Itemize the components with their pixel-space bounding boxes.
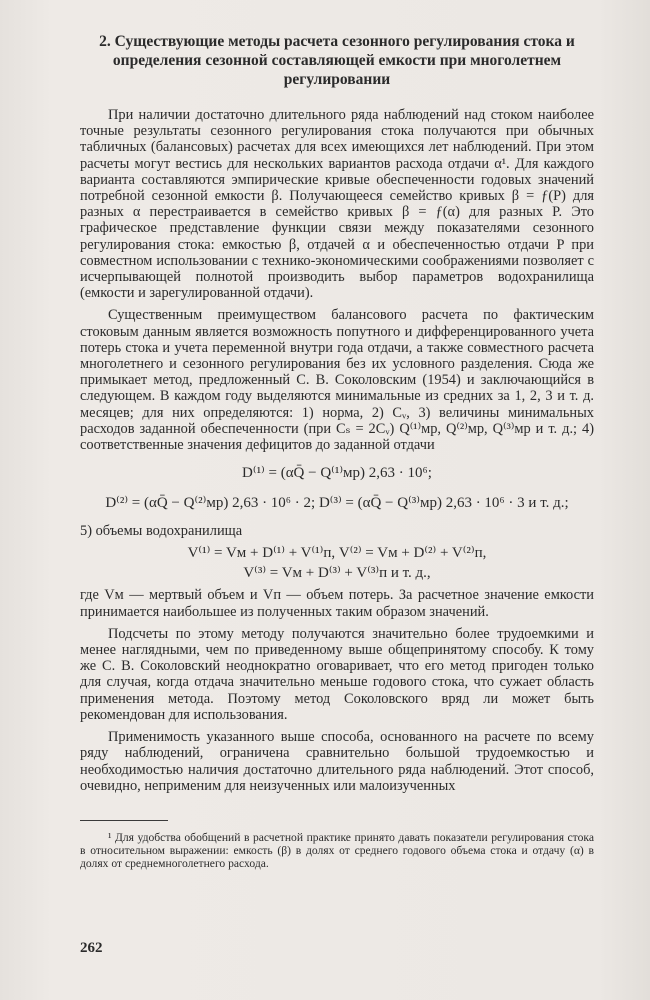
formula-line: V⁽¹⁾ = Vм + D⁽¹⁾ + V⁽¹⁾п, V⁽²⁾ = Vм + D⁽²⁾ + V⁽²⁾п, (187, 545, 487, 562)
footnote-divider (80, 820, 168, 821)
volume-formula (80, 543, 594, 583)
heading-line: 2. Существующие методы расчета сезонного регулирования стока и (99, 33, 575, 50)
formula-line: D⁽¹⁾ = (αQ̄ − Q⁽¹⁾мр) 2,63 · 10⁶; (242, 465, 432, 482)
formula-line: D⁽²⁾ = (αQ̄ − Q⁽²⁾мр) 2,63 · 10⁶ · 2; D⁽³⁾ = (αQ̄ − Q⁽³⁾мр) 2,63 · 10⁶ · 3 и т. д.; (105, 495, 569, 512)
deficit-formula (80, 463, 594, 513)
paragraph: Существенным преимуществом балансового расчета по фактическим стоковым данным является возможность попутного и дифференцированного учета потерь стока и учета переменной внутри года отдачи, а также совместного расчета многолетнего и сезонного регулирования без их условного разделения. Сюда же примыкает метод, предложенный С. В. Соколовским (1954) и заключающийся в следующем. В каждом году выделяются минимальные из средних за 1, 2, 3 и т. д. месяцев; для них определяются: 1) норма, 2) Cᵥ, 3) величины минимальных расходов заданной обеспеченности (при Cₛ = 2Cᵥ) Q⁽¹⁾мр, Q⁽²⁾мр, Q⁽³⁾мр и т. д.; 4) соответственные значения дефицитов до заданной отдачи (80, 307, 594, 454)
heading-line: регулировании (283, 71, 391, 88)
footnote: ¹ Для удобства обобщений в расчетной практике принято давать показатели регулирования стока в относительном выражении: емкость (β) в долях от среднего годового объема стока и отдачу (α) в долях от среднемноголетнего расхода. (80, 830, 594, 871)
formula-line: V⁽³⁾ = Vм + D⁽³⁾ + V⁽³⁾п и т. д., (243, 565, 431, 582)
list-item: 5) объемы водохранилища (80, 523, 243, 540)
paragraph: Подсчеты по этому методу получаются значительно более трудоемкими и менее наглядными, чем по приведенному выше общепринятому способу. К тому же С. В. Соколовский неоднократно оговаривает, что его метод пригоден только для случая, когда отдача значительно меньше годового стока, что сужает область применения метода. Поэтому метод Соколовского вряд ли может быть рекомендован для использования. (80, 625, 594, 723)
heading-line: определения сезонной составляющей емкости при многолетнем (112, 52, 562, 69)
paragraph: где Vм — мертвый объем и Vп — объем потерь. За расчетное значение емкости принимается наибольшее из полученных таким образом значений. (80, 587, 594, 620)
paragraph: При наличии достаточно длительного ряда наблюдений над стоком наиболее точные результаты сезонного регулирования стока получаются при обычных табличных (балансовых) расчетах для всех имеющихся лет наблюдений. При этом расчеты могут вестись для нескольких вариантов расхода отдачи α¹. Для каждого варианта составляются эмпирические кривые обеспеченности годовых значений потребной сезонной емкости β. Получающееся семейство кривых β = ƒ(P) для разных α перестраивается в семейство кривых β = ƒ(α) для разных P. Это графическое представление функции связи между показателями сезонного регулирования стока: емкостью β, отдачей α и обеспеченностью отдачи P при совместном использовании с технико-экономическими соображениями позволяет с исчерпывающей полнотой производить выбор параметров водохранилища (емкости и зарегулированной отдачи). (80, 107, 594, 302)
paragraph: Применимость указанного выше способа, основанного на расчете по всему ряду наблюдений, ограничена сравнительно большой трудоемкостью и необходимостью наличия достаточно длительного ряда наблюдений. Этот способ, очевидно, неприменим для неизученных или малоизученных (80, 729, 594, 794)
page-number: 262 (80, 940, 103, 956)
section-heading (86, 32, 588, 89)
